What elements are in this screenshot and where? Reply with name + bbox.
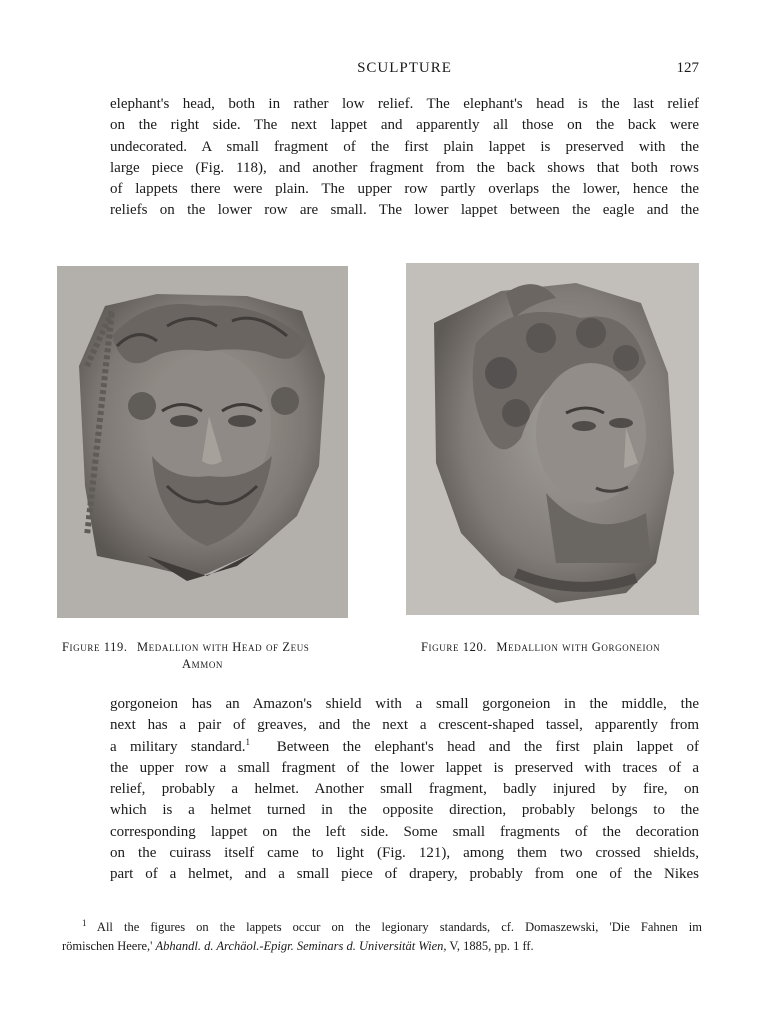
- footnote-marker: 1: [82, 917, 87, 928]
- text-line: corresponding lappet on the left side. Some small fragments of the decoration: [110, 823, 699, 840]
- text-line: relief, probably a helmet. Another small fragment, badly injured by fire, on: [110, 781, 699, 798]
- running-head: [110, 60, 699, 82]
- figure-120-title: Medallion with Gorgoneion: [496, 640, 661, 654]
- text-line: part of a helmet, and a small piece of drapery, probably from one of the Nikes: [110, 866, 699, 883]
- text-line: elephant's head, both in rather low relief. The elephant's head is the last relief: [110, 96, 699, 112]
- text-line: reliefs on the lower row are small. The lower lappet between the eagle and the: [110, 202, 699, 219]
- text-line: large piece (Fig. 118), and another fragment from the back shows that both rows: [110, 159, 699, 176]
- text-line: next has a pair of greaves, and the next a crescent-shaped tassel, apparently from: [110, 717, 699, 734]
- footnote-text-2a: römischen Heere,': [62, 939, 153, 953]
- paragraph-bottom: [110, 694, 699, 886]
- paragraph-top: [110, 94, 699, 222]
- text-line: [110, 737, 699, 758]
- footnote: [62, 918, 702, 956]
- text-line: undecorated. A small fragment of the first plain lappet is preserved with the: [110, 138, 699, 155]
- footnote-reference[interactable]: 1: [245, 736, 250, 747]
- figure-119-title-cont: Ammon: [182, 657, 224, 671]
- text-line: on the right side. The next lappet and apparently all those on the back were: [110, 117, 699, 134]
- figure-119-label: Figure 119.: [62, 640, 128, 654]
- footnote-text-1: All the figures on the lappets occur on the legionary standards, cf. Domaszewski, 'Die Fahnen im: [96, 920, 702, 934]
- running-title: SCULPTURE: [357, 60, 452, 76]
- figure-119-title: Medallion with Head of Zeus: [136, 640, 310, 654]
- text-line: on the cuirass itself came to light (Fig. 121), among them two crossed shields,: [110, 845, 699, 862]
- figure-119-photo: [57, 266, 348, 618]
- text-line: which is a helmet turned in the opposite direction, probably belongs to the: [110, 802, 699, 819]
- figure-120-caption: [421, 640, 711, 655]
- text-line-start: a military standard.: [110, 738, 246, 755]
- figure-120-label: Figure 120.: [421, 640, 488, 654]
- page-number: 127: [676, 60, 699, 76]
- text-line-rest: Between the elephant's head and the first plain lappet of: [250, 738, 699, 755]
- gorgoneion-medallion-image: [406, 263, 699, 615]
- text-line: of lappets there were plain. The upper row partly overlaps the lower, hence the: [110, 181, 699, 198]
- footnote-citation: Abhandl. d. Archäol.-Epigr. Seminars d. Universität Wien,: [155, 939, 447, 953]
- footnote-line-1: [62, 918, 702, 937]
- text-line: the upper row a small fragment of the lower lappet is preserved with traces of a: [110, 759, 699, 776]
- figure-119-caption: [62, 640, 362, 672]
- text-line: gorgoneion has an Amazon's shield with a small gorgoneion in the middle, the: [110, 696, 699, 712]
- zeus-ammon-medallion-image: [57, 266, 348, 618]
- footnote-text-2b: V, 1885, pp. 1 ff.: [449, 939, 534, 953]
- footnote-line-2: [62, 937, 702, 956]
- figure-120-photo: [406, 263, 699, 615]
